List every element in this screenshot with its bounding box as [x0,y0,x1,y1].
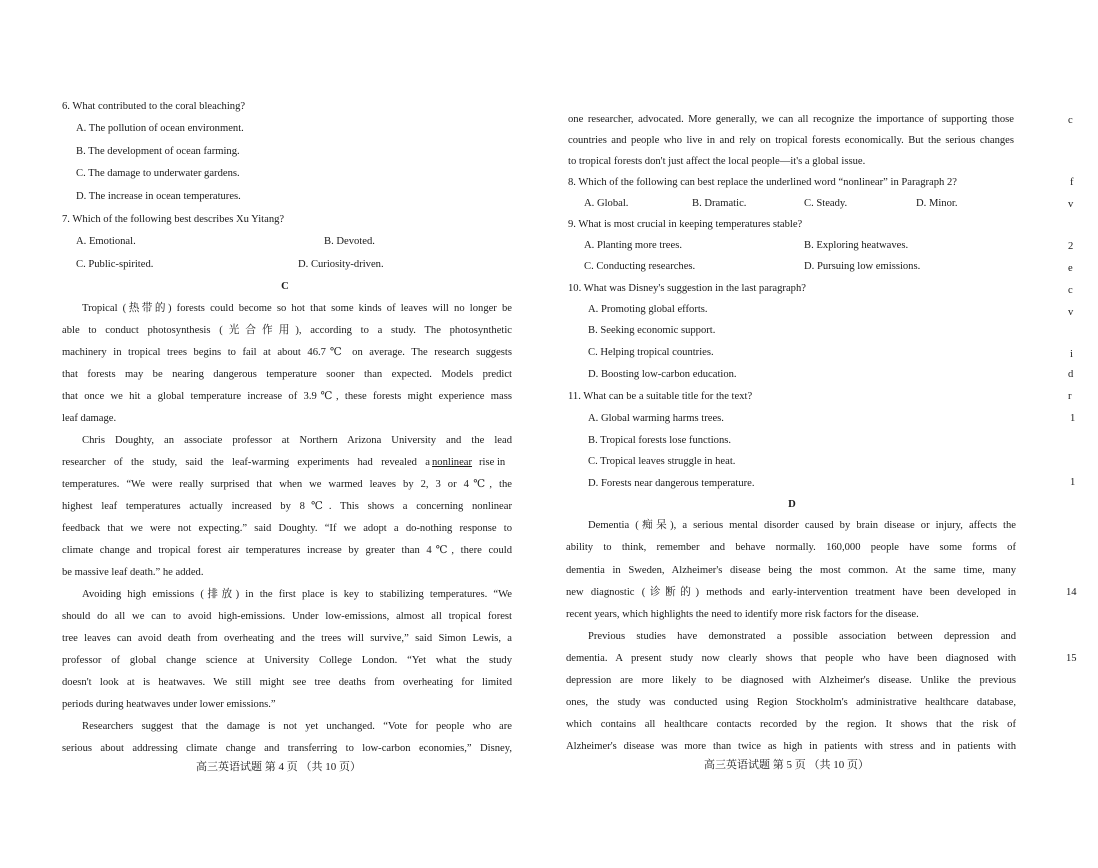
passage-c-line-5: that once we hit a global temperature increase of 3.9℃, these forests might experience mass [62,391,512,402]
right-page-footer: 高三英语试题 第 5 页 （共 10 页） [704,759,869,771]
q8-stem: 8. Which of the following can best replace the underlined word “nonlinear” in Paragraph 2? [568,177,957,188]
edge-fragment: v [1068,307,1074,318]
passage-c-line-2: able to conduct photosynthesis (光合作用), according to a study. The photosynthetic [62,325,512,336]
left-page-footer: 高三英语试题 第 4 页 （共 10 页） [196,761,361,773]
passage-d-line-4: new diagnostic (诊断的) methods and early-intervention treatment have been developed in [566,587,1016,598]
passage-c-line-12: climate change and tropical forest air temperatures increase by greater than 4℃, there could [62,545,512,556]
q7-option-a: A. Emotional. [76,236,136,247]
q11-option-d: D. Forests near dangerous temperature. [588,478,755,489]
q8-option-b: B. Dramatic. [692,198,747,209]
edge-fragment: 14 [1066,587,1077,598]
passage-c-cont-line-1: one researcher, advocated. More generally, we can all recognize the importance of supporting those [568,114,1014,125]
q11-option-c: C. Tropical leaves struggle in heat. [588,456,736,467]
passage-c-line-21: serious about addressing climate change and transferring to low-carbon economies,” Disney, [62,743,512,754]
passage-d-line-9: ones, the study was conducted using Region Stockholm's administrative healthcare database, [566,697,1016,708]
passage-c-line-10: highest leaf temperatures actually increased by 8℃. This shows a concerning nonlinear [62,501,512,512]
edge-fragment: f [1070,177,1074,188]
passage-c-cont-line-3: to tropical forests don't just affect the local people—it's a global issue. [568,156,866,167]
q9-stem: 9. What is most crucial in keeping temperatures stable? [568,219,803,230]
q10-option-c: C. Helping tropical countries. [588,347,714,358]
passage-d-line-10: which contains all healthcare contacts recorded by the region. It shows that the risk of [566,719,1016,730]
passage-c-line-8: researcher of the study, said the leaf-warming experiments had revealed a [62,457,430,468]
q7-option-d: D. Curiosity-driven. [298,259,384,270]
edge-fragment: 1 [1070,477,1076,488]
passage-d-line-5: recent years, which highlights the need to identify more risk factors for the disease. [566,609,919,620]
q11-option-b: B. Tropical forests lose functions. [588,435,732,446]
passage-c-line-6: leaf damage. [62,413,117,424]
edge-fragment: d [1068,369,1074,380]
q8-option-c: C. Steady. [804,198,848,209]
q11-option-a: A. Global warming harms trees. [588,413,724,424]
passage-d-line-3: dementia in Sweden, Alzheimer's disease being the most common. At the same time, many [566,565,1016,576]
edge-fragment: v [1068,199,1074,210]
passage-c-line-9: temperatures. “We were really surprised that when we warmed leaves by 2, 3 or 4℃, the [62,479,512,490]
passage-c-line-1: Tropical (热带的) forests could become so hot that some kinds of leaves will no longer be [82,303,512,314]
q10-stem: 10. What was Disney's suggestion in the last paragraph? [568,283,806,294]
q9-option-d: D. Pursuing low emissions. [804,261,921,272]
q6-option-b: B. The development of ocean farming. [76,146,240,157]
passage-c-line-14: Avoiding high emissions (排放) in the first place is key to stabilizing temperatures. “We [82,589,512,600]
q9-option-b: B. Exploring heatwaves. [804,240,909,251]
q6-option-d: D. The increase in ocean temperatures. [76,191,241,202]
edge-fragment: 15 [1066,653,1077,664]
passage-c-line-15: should do all we can to avoid high-emissions. Under low-emissions, almost all tropical forest [62,611,512,622]
edge-fragment: c [1068,285,1073,296]
passage-c-line-16: tree leaves can avoid death from overheating and the trees will survive,” said Simon Lewis, a [62,633,512,644]
q10-option-b: B. Seeking economic support. [588,325,716,336]
passage-d-line-2: ability to think, remember and behave normally. 160,000 people have some forms of [566,542,1016,553]
edge-fragment: r [1068,391,1072,402]
passage-c-line-3: machinery in tropical trees begins to fail at about 46.7℃ on average. The research suggests [62,347,512,358]
passage-c-cont-line-2: countries and people who live in and rely on tropical forests economically. But the serious changes [568,135,1014,146]
q10-option-d: D. Boosting low-carbon education. [588,369,737,380]
passage-d-line-11: Alzheimer's disease was more than twice as high in patients with stress and in patients with [566,741,1016,752]
q6-stem: 6. What contributed to the coral bleaching? [62,101,246,112]
q7-option-b: B. Devoted. [324,236,375,247]
q8-option-d: D. Minor. [916,198,958,209]
q9-option-c: C. Conducting researches. [584,261,696,272]
passage-c-line-4: that forests may be nearing dangerous temperature sooner than expected. Models predict [62,369,512,380]
passage-d-line-8: depression are more likely to be diagnosed with Alzheimer's disease. Unlike the previous [566,675,1016,686]
edge-fragment: c [1068,115,1073,126]
passage-d-line-7: dementia. A present study now clearly shows that people who have been diagnosed with [566,653,1016,664]
section-c-heading: C [281,281,289,292]
edge-fragment: 2 [1068,241,1074,252]
q6-option-a: A. The pollution of ocean environment. [76,123,244,134]
q9-option-a: A. Planting more trees. [584,240,682,251]
q10-option-a: A. Promoting global efforts. [588,304,708,315]
passage-c-line-7: Chris Doughty, an associate professor at Northern Arizona University and the lead [82,435,512,446]
edge-fragment: i [1070,349,1073,360]
passage-c-line-20: Researchers suggest that the damage is not yet unchanged. “Vote for people who are [82,721,512,732]
passage-c-line-17: professor of global change science at University College London. “Yet what the study [62,655,512,666]
passage-d-line-1: Dementia (痴呆), a serious mental disorder caused by brain disease or injury, affects the [588,520,1016,531]
q8-option-a: A. Global. [584,198,629,209]
q7-option-c: C. Public-spirited. [76,259,154,270]
q11-stem: 11. What can be a suitable title for the text? [568,391,753,402]
edge-fragment: 1 [1070,413,1076,424]
passage-c-line-13: be massive leaf death.” he added. [62,567,204,578]
passage-d-line-6: Previous studies have demonstrated a possible association between depression and [588,631,1016,642]
passage-c-line-8-end: rise in [479,457,506,468]
passage-c-line-18: doesn't look at is heatwaves. We still might see tree deaths from overheating for limited [62,677,512,688]
passage-c-line-19: periods during heatwaves under lower emissions.” [62,699,276,710]
nonlinear-underlined-word: nonlinear [432,457,473,468]
q6-option-c: C. The damage to underwater gardens. [76,168,240,179]
section-d-heading: D [788,499,796,510]
edge-fragment: e [1068,263,1073,274]
q7-stem: 7. Which of the following best describes Xu Yitang? [62,214,285,225]
passage-c-line-11: feedback that we were not expecting.” said Doughty. “If we adopt a do-nothing response to [62,523,512,534]
